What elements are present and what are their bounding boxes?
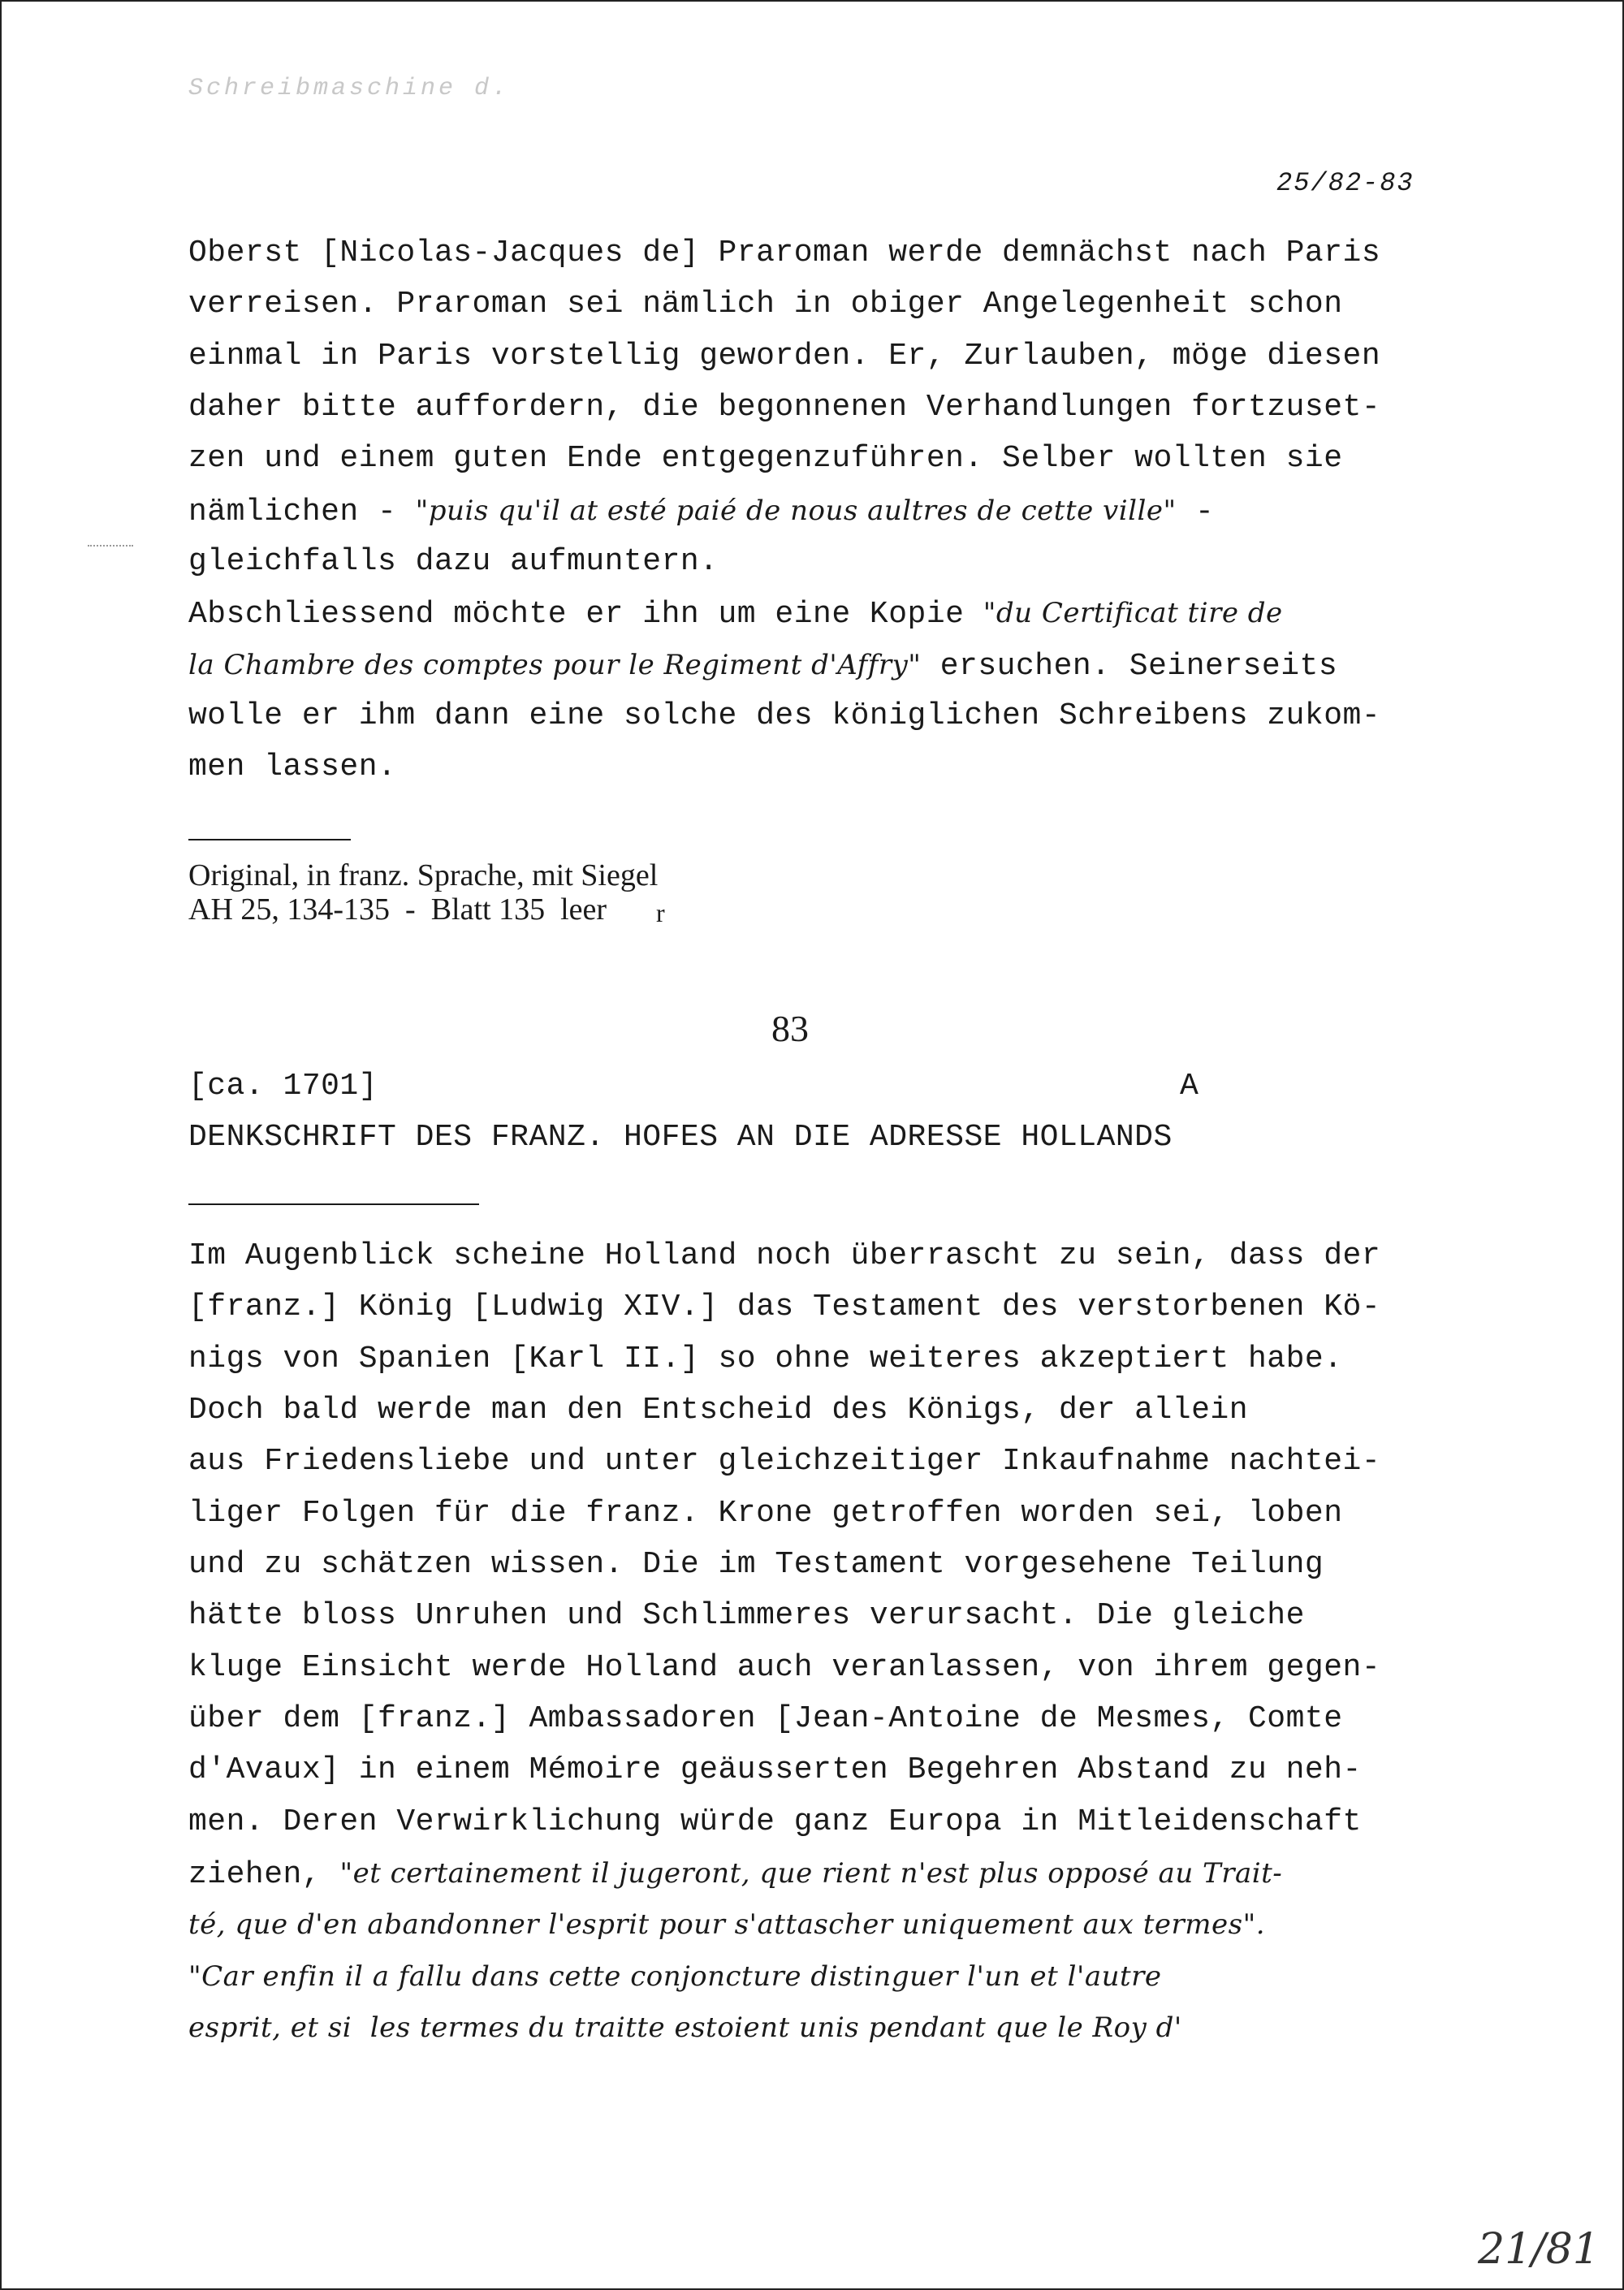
text-line: liger Folgen für die franz. Krone getroffen worden sei, loben [188,1496,1343,1531]
french-quote: "puis qu'il at esté paié de nous aultres de cette ville" [415,495,1177,527]
french-quote: té, que d'en abandonner l'esprit pour s'attascher uniquement aux termes". [188,1908,1266,1941]
text-segment: ziehen, [188,1857,340,1892]
text-line [188,647,1337,685]
french-quote: esprit, et si les termes du traitte estoient unis pendant que le Roy d' [188,2011,1182,2044]
text-line: wolle er ihm dann eine solche des königlichen Schreibens zukom- [188,698,1381,733]
text-line [188,595,1283,633]
text-line [188,493,1214,530]
french-quote: "Car enfin il a fallu dans cette conjoncture distinguer l'un et l'autre [188,1960,1162,1993]
text-segment: ersuchen. Seinerseits [921,649,1338,684]
french-quote: la Chambre des comptes pour le Regiment d'Affry" [188,649,922,681]
faded-stamp: Schreibmaschine d. [188,75,511,102]
document-title: DENKSCHRIFT DES FRANZ. HOFES AN DIE ADRESSE HOLLANDS [188,1120,1173,1155]
document-number: 83 [771,1008,809,1049]
french-quote: "et certainement il jugeront, que rient n'est plus opposé au Trait- [339,1857,1283,1890]
text-segment: - [1176,495,1215,529]
text-line: daher bitte auffordern, die begonnenen Verhandlungen fortzuset- [188,390,1381,425]
text-line: über dem [franz.] Ambassadoren [Jean-Antoine de Mesmes, Comte [188,1701,1343,1736]
text-line: kluge Einsicht werde Holland auch veranlassen, von ihrem gegen- [188,1650,1381,1685]
document-letter: A [1180,1069,1199,1104]
text-line: men lassen. [188,750,397,784]
text-segment: Abschliessend möchte er ihn um eine Kopie [188,597,983,632]
footnote-line: Original, in franz. Sprache, mit Siegel [188,858,659,892]
text-line: und zu schätzen wissen. Die im Testament vorgesehene Teilung [188,1547,1324,1582]
text-line: hätte bloss Unruhen und Schlimmeres verursacht. Die gleiche [188,1598,1305,1633]
footnote-rule [188,839,351,840]
text-line: Oberst [Nicolas-Jacques de] Praroman werde demnächst nach Paris [188,235,1381,270]
text-line [188,1856,1282,1893]
handwritten-page-mark: 21/81 [1478,2225,1600,2274]
text-line: Doch bald werde man den Entscheid des Königs, der allein [188,1393,1249,1428]
text-line [188,2010,1182,2047]
text-line: verreisen. Praroman sei nämlich in obiger Angelegenheit schon [188,287,1343,322]
text-line: aus Friedensliebe und unter gleichzeitiger Inkaufnahme nachtei- [188,1444,1381,1479]
text-line: [franz.] König [Ludwig XIV.] das Testament des verstorbenen Kö- [188,1290,1381,1324]
text-segment: nämlichen - [188,495,416,529]
superscript-r: r [656,898,665,927]
text-line [188,1959,1162,1996]
title-rule [188,1203,479,1205]
document-date: [ca. 1701] [188,1069,378,1104]
text-line: nigs von Spanien [Karl II.] so ohne weiteres akzeptiert habe. [188,1342,1343,1376]
footnote-line: AH 25, 134-135 - Blatt 135 leer [188,892,607,927]
text-line: men. Deren Verwirklichung würde ganz Europa in Mitleidenschaft [188,1804,1362,1839]
text-line: einmal in Paris vorstellig geworden. Er, Zurlauben, möge diesen [188,339,1381,374]
text-line: Im Augenblick scheine Holland noch überrascht zu sein, dass der [188,1238,1381,1273]
text-line: zen und einem guten Ende entgegenzuführen. Selber wollten sie [188,441,1343,476]
page-reference: 25/82-83 [1276,168,1415,198]
french-quote: "du Certificat tire de [983,597,1283,629]
margin-mark [88,545,133,547]
text-line [188,1907,1265,1944]
text-line: d'Avaux] in einem Mémoire geäusserten Begehren Abstand zu neh- [188,1752,1362,1787]
text-line: gleichfalls dazu aufmuntern. [188,544,719,579]
